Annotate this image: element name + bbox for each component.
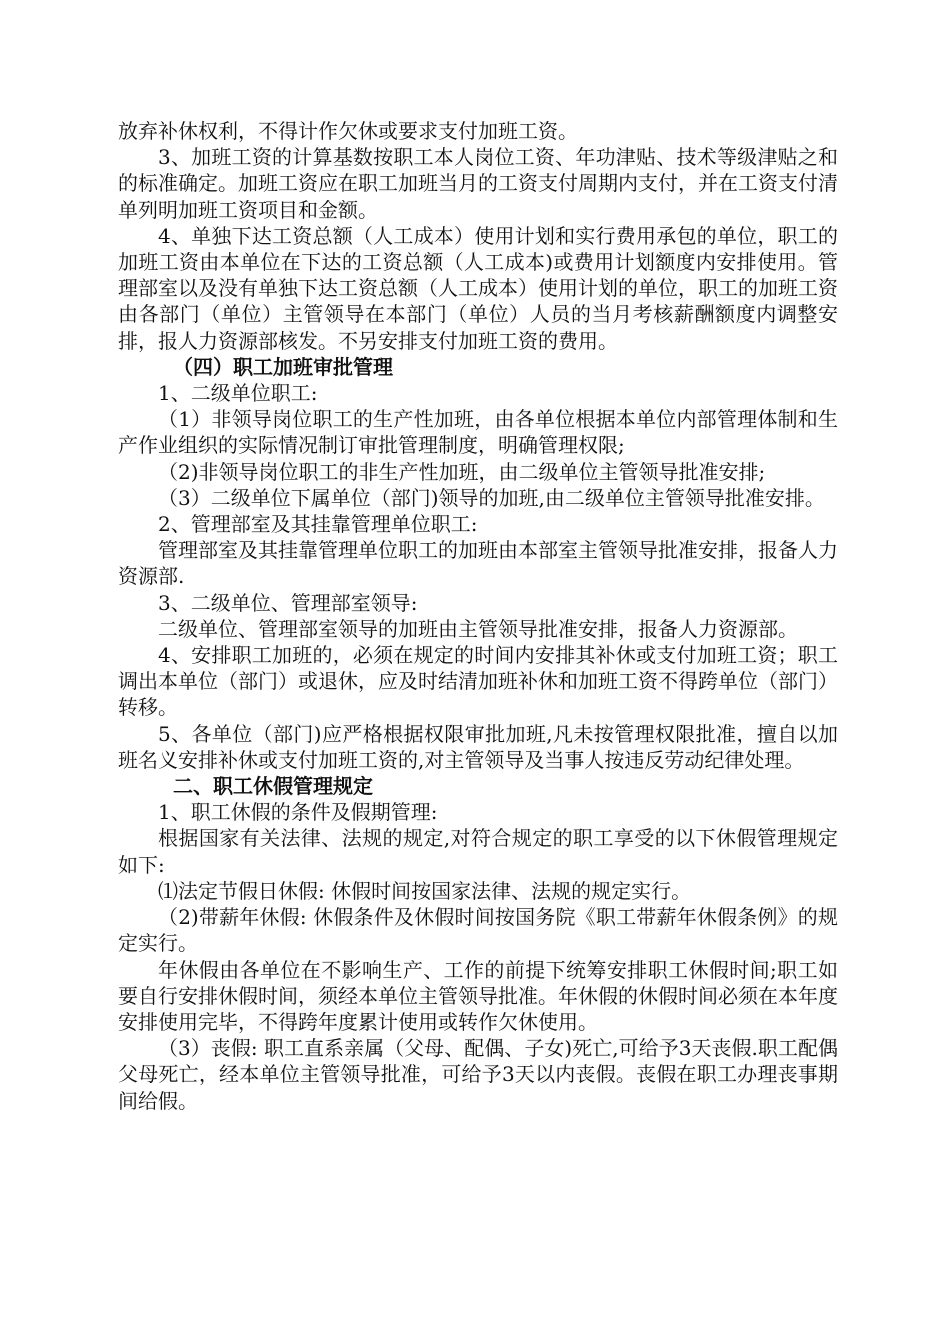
paragraph: （2)带薪年休假: 休假条件及休假时间按国务院《职工带薪年休假条例》的规定实行。: [118, 905, 838, 956]
paragraph: 3、二级单位、管理部室领导:: [158, 590, 418, 615]
paragraph: 二级单位、管理部室领导的加班由主管领导批准安排，报备人力资源部。: [158, 616, 798, 641]
paragraph: 2、管理部室及其挂靠管理单位职工:: [158, 512, 478, 537]
paragraph: （1）非领导岗位职工的生产性加班，由各单位根据本单位内部管理体制和生产作业组织的实际情况制订审批管理制度，明确管理权限;: [118, 407, 838, 458]
paragraph: ⑴法定节假日休假: 休假时间按国家法律、法规的规定实行。: [158, 878, 692, 903]
paragraph: 3、加班工资的计算基数按职工本人岗位工资、年功津贴、技术等级津贴之和的标准确定。加班工资应在职工加班当月的工资支付周期内支付，并在工资支付清单列明加班工资项目和金额。: [118, 145, 838, 222]
paragraph: 5、各单位（部门)应严格根据权限审批加班,凡未按管理权限批准，擅自以加班名义安排补休或支付加班工资的,对主管领导及当事人按违反劳动纪律处理。: [118, 721, 838, 772]
paragraph: 年休假由各单位在不影响生产、工作的前提下统筹安排职工休假时间;职工如要自行安排休假时间，须经本单位主管领导批准。年休假的休假时间必须在本年度安排使用完毕，不得跨年度累计使用或转作欠休使用。: [118, 957, 838, 1034]
section-heading: 二、职工休假管理规定: [173, 774, 373, 799]
paragraph: 1、职工休假的条件及假期管理:: [158, 800, 438, 825]
document-page: [118, 118, 838, 1114]
paragraph: 放弃补休权利，不得计作欠休或要求支付加班工资。: [118, 119, 578, 143]
paragraph: 根据国家有关法律、法规的规定,对符合规定的职工享受的以下休假管理规定如下:: [118, 826, 838, 877]
paragraph: （3）二级单位下属单位（部门)领导的加班,由二级单位主管领导批准安排。: [158, 485, 825, 510]
section-heading: （四）职工加班审批管理: [173, 354, 393, 379]
paragraph: 4、单独下达工资总额（人工成本）使用计划和实行费用承包的单位，职工的加班工资由本单位在下达的工资总额（人工成本)或费用计划额度内安排使用。管理部室以及没有单独下达工资总额（人工成本）使用计划的单位，职工的加班工资由各部门（单位）主管领导在本部门（单位）人员的当月考核薪酬额度内调整安排，报人力资源部核发。不另安排支付加班工资的费用。: [118, 223, 838, 353]
paragraph: 4、安排职工加班的，必须在规定的时间内安排其补休或支付加班工资；职工调出本单位（部门）或退休，应及时结清加班补休和加班工资不得跨单位（部门）转移。: [118, 643, 838, 720]
paragraph: （3）丧假: 职工直系亲属（父母、配偶、子女)死亡,可给予3天丧假.职工配偶父母死亡，经本单位主管领导批准，可给予3天以内丧假。丧假在职工办理丧事期间给假。: [118, 1036, 838, 1113]
paragraph: 管理部室及其挂靠管理单位职工的加班由本部室主管领导批准安排，报备人力资源部.: [118, 538, 838, 589]
paragraph: （2)非领导岗位职工的非生产性加班，由二级单位主管领导批准安排;: [158, 459, 766, 484]
paragraph: 1、二级单位职工:: [158, 381, 318, 406]
